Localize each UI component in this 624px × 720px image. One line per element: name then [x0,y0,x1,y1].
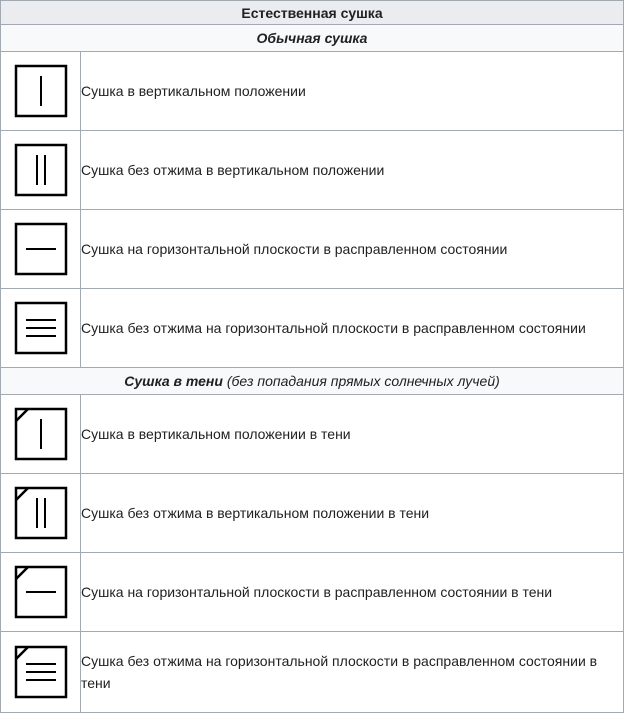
drip-dry-flat-shade-icon [14,645,68,699]
table-title: Естественная сушка [1,1,624,25]
symbol-description: Сушка без отжима на горизонтальной плоскости в расправленном состоянии [81,289,624,368]
symbol-description: Сушка на горизонтальной плоскости в расправленном состоянии [81,210,624,289]
dry-flat-icon [14,222,68,276]
symbol-cell [1,210,81,289]
drip-dry-flat-icon [14,301,68,355]
drip-dry-icon [14,143,68,197]
symbol-cell [1,289,81,368]
drip-dry-shade-icon [14,486,68,540]
section-heading-normal [1,25,624,52]
symbol-description: Сушка в вертикальном положении [81,52,624,131]
symbol-cell [1,131,81,210]
symbol-description: Сушка без отжима в вертикальном положении [81,131,624,210]
symbol-description: Сушка без отжима в вертикальном положении в тени [81,474,624,553]
section-heading-shade [1,368,624,395]
symbol-description: Сушка без отжима на горизонтальной плоскости в расправленном состоянии в тени [81,632,624,713]
symbol-cell [1,474,81,553]
symbol-cell [1,395,81,474]
symbol-cell [1,632,81,713]
symbol-description: Сушка на горизонтальной плоскости в расправленном состоянии в тени [81,553,624,632]
section-heading-label: Сушка в тени [124,373,223,389]
section-heading-note: (без попадания прямых солнечных лучей) [226,373,500,389]
symbol-cell [1,553,81,632]
line-dry-icon [14,64,68,118]
symbol-description: Сушка в вертикальном положении в тени [81,395,624,474]
symbol-cell [1,52,81,131]
line-dry-shade-icon [14,407,68,461]
section-heading-label: Обычная сушка [256,30,368,46]
dry-flat-shade-icon [14,565,68,619]
